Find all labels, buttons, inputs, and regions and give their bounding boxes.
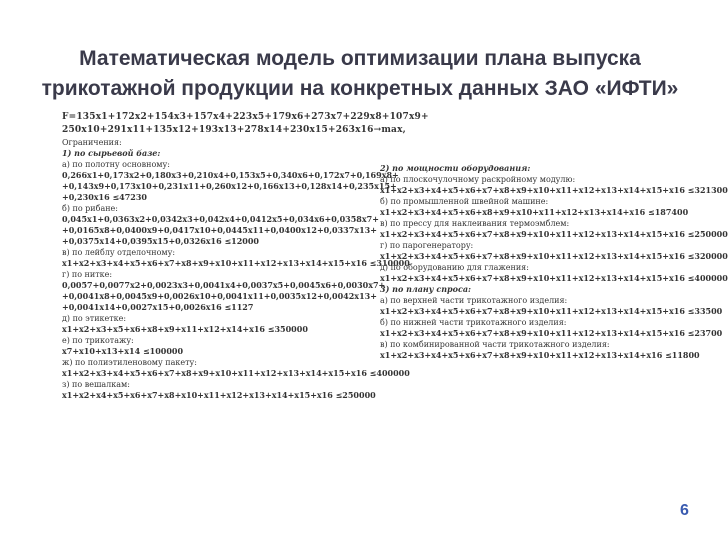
constraint-inequality: +0,0041x8+0,0045x9+0,0026x10+0,0041x11+0,0035x12+0,0042x13+ <box>62 291 377 301</box>
constraint-label: д) по оборудованию для глажения: <box>380 263 529 272</box>
scanned-model-image <box>62 111 728 521</box>
constraints-label: Ограничения: <box>62 138 122 147</box>
right-constraint-blocks <box>380 163 728 361</box>
objective-function-line-1: F=135x1+172x2+154x3+157x4+223x5+179x6+273x7+229x8+107x9+ <box>62 112 429 122</box>
constraint-label: в) по лейблу отделочному: <box>62 248 176 257</box>
constraint-inequality: x1+x2+x3+x5+x6+x8+x9+x11+x12+x14+x16 ≤350000 <box>62 324 308 334</box>
page-number: 6 <box>680 502 689 519</box>
constraint-label: г) по нитке: <box>62 270 113 279</box>
slide-title-line-2: трикотажной продукции на конкретных данных ЗАО «ИФТИ» <box>41 77 679 100</box>
constraint-inequality: 0,045x1+0,0363x2+0,0342x3+0,042x4+0,0412x5+0,034x6+0,0358x7+ <box>62 214 379 224</box>
constraint-inequality: x1+x2+x3+x4+x5+x6+x7+x8+x9+x10+x11+x12+x13+x14+x15+x16 ≤250000 <box>380 229 728 239</box>
constraint-inequality: x1+x2+x4+x5+x6+x7+x8+x10+x11+x12+x13+x14+x15+x16 ≤250000 <box>62 390 376 400</box>
constraint-inequality: x1+x2+x3+x4+x5+x6+x7+x8+x9+x10+x11+x12+x13+x14+x15+x16 ≤33500 <box>380 306 723 316</box>
constraint-label: д) по этикетке: <box>62 314 127 323</box>
constraint-label: а) по плоскочулочному раскройному модулю: <box>380 175 576 184</box>
constraint-label: в) по прессу для наклеивания термоэмблем: <box>380 219 570 228</box>
constraint-label: а) по полотну основному: <box>62 160 170 169</box>
constraint-inequality: x1+x2+x3+x4+x5+x6+x8+x9+x10+x11+x12+x13+x14+x16 ≤187400 <box>380 207 689 217</box>
slide-title <box>20 44 700 104</box>
constraint-label: б) по промышленной швейной машине: <box>380 197 549 206</box>
constraint-label: ж) по полиэтиленовому пакету: <box>62 358 197 367</box>
constraint-label: в) по комбинированной части трикотажного изделия: <box>380 340 610 349</box>
constraint-label: з) по вешалкам: <box>62 380 130 389</box>
constraint-inequality: x1+x2+x3+x4+x5+x6+x7+x8+x9+x10+x11+x12+x13+x14+x15+x16 ≤400000 <box>380 273 728 283</box>
constraint-inequality: +0,230x16 ≤47230 <box>62 192 147 202</box>
constraint-group-heading: 1) по сырьевой базе: <box>62 148 161 158</box>
slide-title-line-1: Математическая модель оптимизации плана выпуска <box>79 47 641 70</box>
constraint-inequality: +0,0165x8+0,0400x9+0,0417x10+0,0445x11+0,0400x12+0,0337x13+ <box>62 225 377 235</box>
left-constraint-blocks <box>62 148 410 401</box>
constraint-group-heading: 3) по плану спроса: <box>380 284 471 294</box>
constraint-inequality: x1+x2+x3+x4+x5+x6+x7+x8+x9+x10+x11+x12+x13+x14+x15+x16 ≤400000 <box>62 368 410 378</box>
constraint-inequality: x7+x10+x13+x14 ≤100000 <box>62 346 184 356</box>
constraint-inequality: +0,0375x14+0,0395x15+0,0326x16 ≤12000 <box>62 236 259 246</box>
constraint-inequality: x1+x2+x3+x4+x5+x6+x7+x8+x9+x10+x11+x12+x13+x14+x15+x16 ≤321300 <box>380 185 728 195</box>
constraint-label: а) по верхней части трикотажного изделия: <box>380 296 568 305</box>
objective-function-line-2: 250x10+291x11+135x12+193x13+278x14+230x15+263x16→max, <box>62 125 406 135</box>
constraint-label: г) по парогенератору: <box>380 241 474 250</box>
constraint-inequality: x1+x2+x3+x4+x5+x6+x7+x8+x9+x10+x11+x12+x13+x14+x15+x16 ≤23700 <box>380 328 723 338</box>
constraint-label: б) по нижней части трикотажного изделия: <box>380 318 567 327</box>
constraint-inequality: 0,266x1+0,173x2+0,180x3+0,210x4+0,153x5+0,340x6+0,172x7+0,169x8+ <box>62 170 399 180</box>
constraint-label: е) по трикотажу: <box>62 336 134 345</box>
constraint-inequality: x1+x2+x3+x4+x5+x6+x7+x8+x9+x10+x11+x12+x13+x14+x15+x16 ≤320000 <box>380 251 728 261</box>
constraint-inequality: +0,0041x14+0,0027x15+0,0026x16 ≤1127 <box>62 302 254 312</box>
constraint-inequality: 0,0057+0,0077x2+0,0023x3+0,0041x4+0,0037x5+0,0045x6+0,0030x7+ <box>62 280 386 290</box>
constraint-group-heading: 2) по мощности оборудования: <box>380 163 531 173</box>
constraint-inequality: x1+x2+x3+x4+x5+x6+x7+x8+x9+x10+x11+x12+x13+x14+x15+x16 ≤310000 <box>62 258 410 268</box>
constraint-inequality: x1+x2+x3+x4+x5+x6+x7+x8+x9+x10+x11+x12+x13+x14+x16 ≤11800 <box>380 350 700 360</box>
constraint-label: б) по рибане: <box>62 204 118 213</box>
constraint-inequality: +0,143x9+0,173x10+0,231x11+0,260x12+0,166x13+0,128x14+0,235x15+ <box>62 181 397 191</box>
